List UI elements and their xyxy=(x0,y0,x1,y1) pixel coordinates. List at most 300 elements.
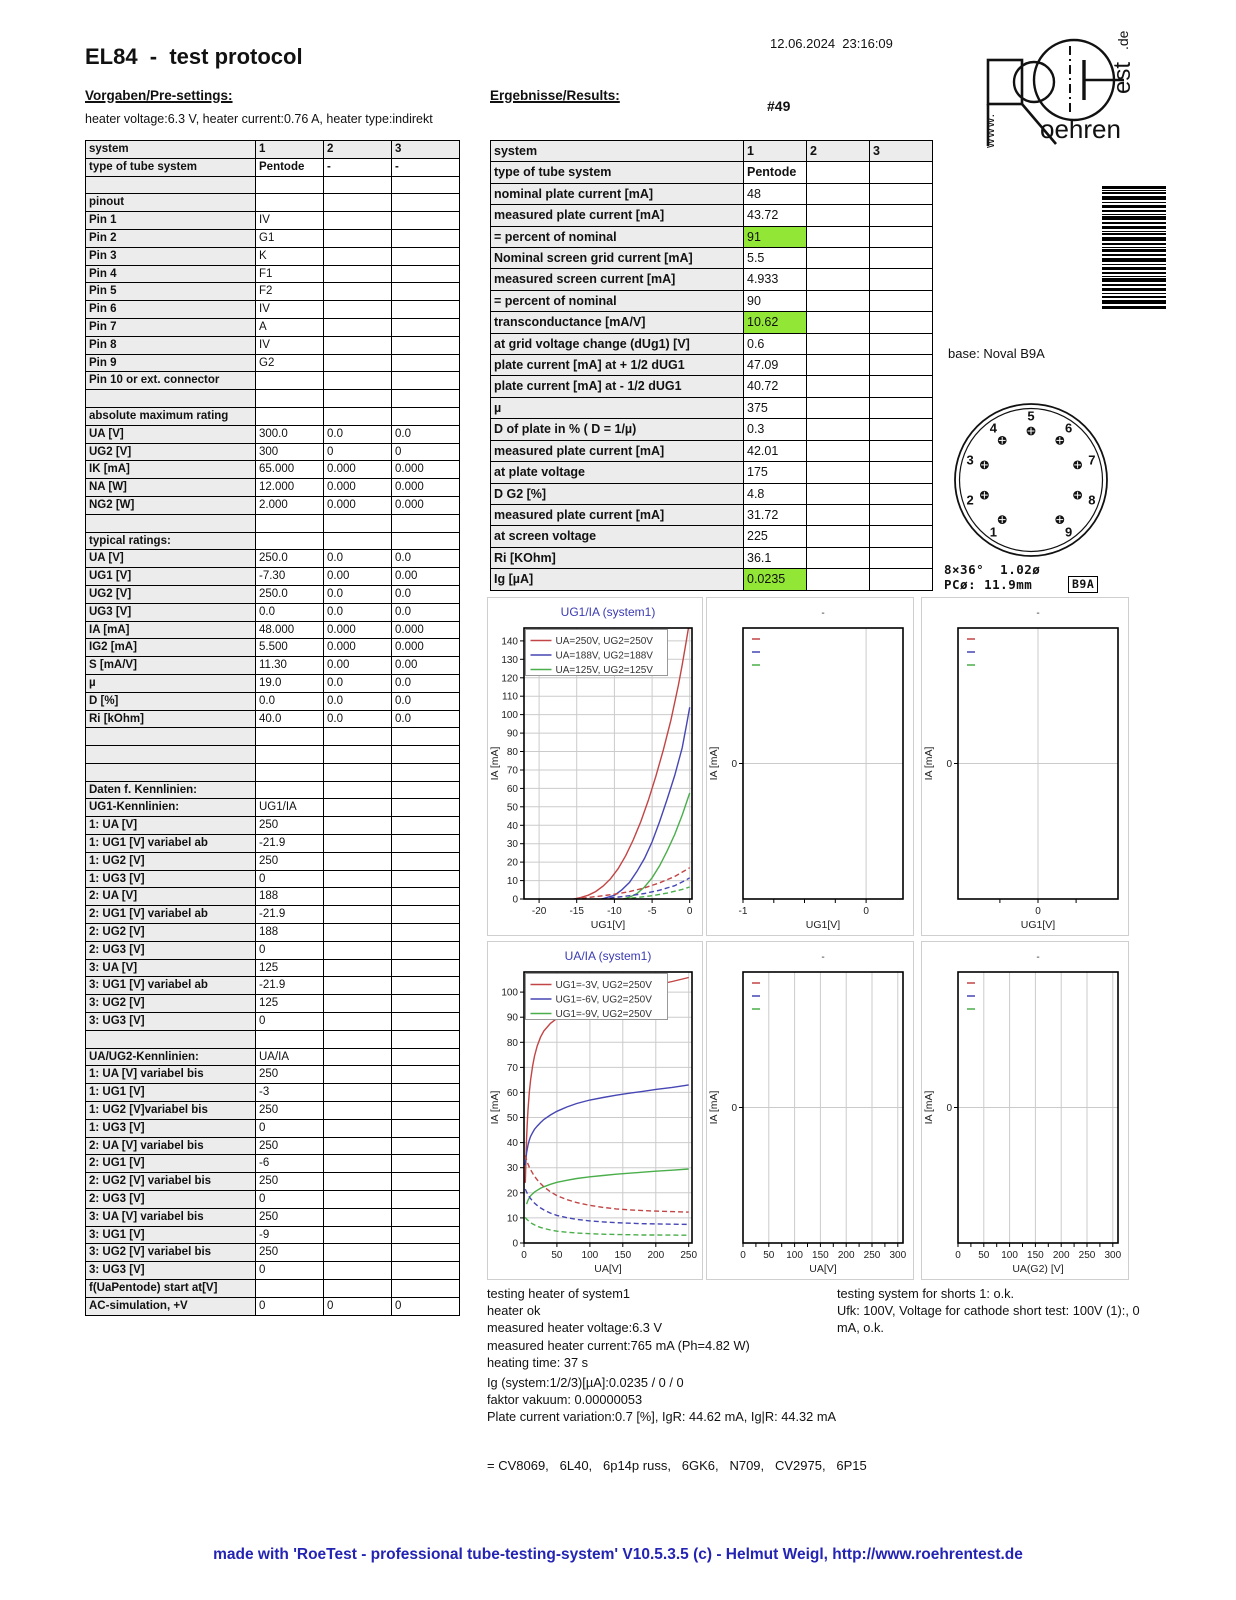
cell-value xyxy=(256,176,324,194)
cell-value: 188 xyxy=(256,888,324,906)
row-label: 2: UG2 [V] variabel bis xyxy=(86,1173,256,1191)
svg-text:3: 3 xyxy=(966,452,974,468)
cell-value xyxy=(392,1030,460,1048)
row-label: Pin 1 xyxy=(86,212,256,230)
svg-text:0: 0 xyxy=(686,906,693,917)
svg-text:7: 7 xyxy=(1088,452,1096,468)
note-line: faktor vakuum: 0.00000053 xyxy=(487,1392,643,1408)
svg-text:.de: .de xyxy=(1115,30,1131,50)
row-label: D G2 [%] xyxy=(491,483,744,504)
svg-text:www.: www. xyxy=(982,112,997,148)
svg-text:UG1[V]: UG1[V] xyxy=(805,919,841,931)
tube-socket-diagram xyxy=(938,396,1124,564)
row-label: f(UaPentode) start at[V] xyxy=(86,1280,256,1298)
svg-text:100: 100 xyxy=(786,1250,803,1261)
cell-value: 0 xyxy=(256,1262,324,1280)
row-label: UG2 [V] xyxy=(86,443,256,461)
cell-value xyxy=(392,906,460,924)
table-row xyxy=(86,229,460,247)
svg-text:0: 0 xyxy=(946,759,952,770)
svg-text:6: 6 xyxy=(1064,420,1073,436)
svg-text:90: 90 xyxy=(506,728,518,740)
cell-value: Pentode xyxy=(744,162,807,183)
table-row xyxy=(86,888,460,906)
cell-value xyxy=(392,746,460,764)
cell-value xyxy=(324,888,392,906)
cell-value xyxy=(807,569,870,590)
chart-ug1-ia xyxy=(487,597,703,936)
svg-text:110: 110 xyxy=(502,691,518,703)
table-row xyxy=(491,569,933,590)
table-row xyxy=(86,1066,460,1084)
cell-value xyxy=(392,301,460,319)
cell-value xyxy=(807,226,870,247)
row-label: 3: UG2 [V] variabel bis xyxy=(86,1244,256,1262)
footer-credit: made with 'RoeTest - professional tube-testing-system' V10.5.3.5 (c) - Helmut Weigl, http://www.roehrentest.de xyxy=(213,1546,1023,1563)
cell-value xyxy=(807,419,870,440)
cell-value: 0.0 xyxy=(392,603,460,621)
row-label: 3: UG1 [V] variabel ab xyxy=(86,977,256,995)
cell-value xyxy=(392,354,460,372)
cell-value: UG1/IA xyxy=(256,799,324,817)
table-row xyxy=(86,621,460,639)
row-label xyxy=(86,514,256,532)
table-row xyxy=(86,443,460,461)
svg-text:50: 50 xyxy=(551,1250,563,1261)
cell-value xyxy=(807,526,870,547)
row-label: UG1-Kennlinien: xyxy=(86,799,256,817)
svg-text:5: 5 xyxy=(1027,408,1035,424)
cell-value xyxy=(392,1280,460,1298)
cell-value: 0 xyxy=(392,443,460,461)
cell-value xyxy=(324,212,392,230)
row-label: UA/UG2-Kennlinien: xyxy=(86,1048,256,1066)
cell-value: 0.0 xyxy=(324,710,392,728)
cell-value xyxy=(256,532,324,550)
cell-value xyxy=(870,183,933,204)
svg-text:0: 0 xyxy=(955,1250,961,1261)
svg-text:IA [mA]: IA [mA] xyxy=(708,746,720,781)
table-row xyxy=(491,205,933,226)
cell-value xyxy=(392,817,460,835)
row-label: S [mA/V] xyxy=(86,657,256,675)
cell-value: -9 xyxy=(256,1226,324,1244)
cell-value xyxy=(392,1066,460,1084)
cell-value: 250 xyxy=(256,1137,324,1155)
cell-value xyxy=(324,247,392,265)
svg-text:UA[V]: UA[V] xyxy=(809,1263,837,1275)
table-row xyxy=(491,290,933,311)
cell-value: 250 xyxy=(256,852,324,870)
table-row xyxy=(86,870,460,888)
row-label: 3: UA [V] variabel bis xyxy=(86,1208,256,1226)
svg-text:150: 150 xyxy=(1027,1250,1044,1261)
table-row xyxy=(86,639,460,657)
cell-value xyxy=(807,205,870,226)
cell-value: 0.0 xyxy=(324,692,392,710)
cell-value xyxy=(807,504,870,525)
cell-value: IV xyxy=(256,336,324,354)
svg-text:0: 0 xyxy=(1035,906,1041,917)
row-label: system xyxy=(86,141,256,159)
cell-value: 0.000 xyxy=(392,639,460,657)
row-label: measured screen current [mA] xyxy=(491,269,744,290)
table-row xyxy=(86,1155,460,1173)
row-label: 3: UG1 [V] xyxy=(86,1226,256,1244)
cell-value: A xyxy=(256,318,324,336)
row-label: Daten f. Kennlinien: xyxy=(86,781,256,799)
cell-value: IV xyxy=(256,301,324,319)
table-row xyxy=(86,372,460,390)
svg-text:UG1=-6V, UG2=250V: UG1=-6V, UG2=250V xyxy=(555,994,652,1006)
cell-value xyxy=(392,283,460,301)
cell-value xyxy=(256,746,324,764)
row-label: 2: UG3 [V] xyxy=(86,1191,256,1209)
svg-text:IA [mA]: IA [mA] xyxy=(489,1090,501,1125)
row-label: Nominal screen grid current [mA] xyxy=(491,248,744,269)
svg-text:-10: -10 xyxy=(607,906,622,917)
table-row xyxy=(86,763,460,781)
row-label: Ig [µA] xyxy=(491,569,744,590)
vacuum-test-notes xyxy=(487,1374,987,1426)
table-row xyxy=(491,440,933,461)
cell-value xyxy=(392,1048,460,1066)
svg-text:4: 4 xyxy=(989,420,998,436)
shorts-test-notes xyxy=(837,1285,1232,1337)
cell-value xyxy=(324,852,392,870)
row-label: IG2 [mA] xyxy=(86,639,256,657)
cell-value: 0.00 xyxy=(392,568,460,586)
cell-value xyxy=(324,301,392,319)
cell-value xyxy=(392,870,460,888)
note-line: Ig (system:1/2/3)[µA]:0.0235 / 0 / 0 xyxy=(487,1375,684,1390)
cell-value xyxy=(870,312,933,333)
row-label xyxy=(86,1030,256,1048)
cell-value xyxy=(392,1137,460,1155)
svg-text:0: 0 xyxy=(731,759,737,770)
row-label: pinout xyxy=(86,194,256,212)
table-row xyxy=(86,674,460,692)
cell-value xyxy=(324,817,392,835)
cell-value xyxy=(807,290,870,311)
cell-value xyxy=(324,1030,392,1048)
row-label: 2: UG2 [V] xyxy=(86,924,256,942)
chart-empty-bottom-middle xyxy=(706,941,914,1280)
cell-value xyxy=(392,265,460,283)
cell-value: 0.000 xyxy=(324,621,392,639)
svg-text:0: 0 xyxy=(521,1250,527,1261)
cell-value xyxy=(392,852,460,870)
table-row xyxy=(86,977,460,995)
cell-value: 0.0 xyxy=(256,603,324,621)
table-row xyxy=(86,568,460,586)
cell-value: 0.0 xyxy=(324,585,392,603)
cell-value: 42.01 xyxy=(744,440,807,461)
row-label: type of tube system xyxy=(491,162,744,183)
svg-text:80: 80 xyxy=(506,1037,518,1049)
svg-text:1: 1 xyxy=(989,524,998,540)
cell-value: 90 xyxy=(744,290,807,311)
cell-value xyxy=(392,390,460,408)
cell-value: Pentode xyxy=(256,158,324,176)
cell-value xyxy=(324,870,392,888)
cell-value xyxy=(392,941,460,959)
chart-ua-ia xyxy=(487,941,703,1280)
table-row xyxy=(491,462,933,483)
row-label: 3: UG3 [V] xyxy=(86,1262,256,1280)
cell-value: 0.6 xyxy=(744,333,807,354)
cell-value xyxy=(870,205,933,226)
table-row xyxy=(86,301,460,319)
cell-value xyxy=(392,924,460,942)
equivalent-types: = CV8069, 6L40, 6p14p russ, 6GK6, N709, CV2975, 6P15 xyxy=(487,1458,867,1473)
svg-text:0: 0 xyxy=(740,1250,746,1261)
cell-value: 0.3 xyxy=(744,419,807,440)
cell-value xyxy=(807,376,870,397)
chart-empty-bottom-right xyxy=(921,941,1129,1280)
cell-value xyxy=(392,763,460,781)
cell-value xyxy=(324,194,392,212)
table-row xyxy=(86,283,460,301)
cell-value: 250 xyxy=(256,1208,324,1226)
row-label: Pin 5 xyxy=(86,283,256,301)
row-label: D of plate in % ( D = 1/µ) xyxy=(491,419,744,440)
row-label: NG2 [W] xyxy=(86,496,256,514)
cell-value: 0.00 xyxy=(324,568,392,586)
row-label: at plate voltage xyxy=(491,462,744,483)
cell-value xyxy=(324,283,392,301)
svg-text:2: 2 xyxy=(966,492,974,508)
svg-text:IA [mA]: IA [mA] xyxy=(923,746,935,781)
cell-value xyxy=(392,212,460,230)
svg-text:-: - xyxy=(821,608,825,619)
table-row xyxy=(491,162,933,183)
cell-value xyxy=(324,390,392,408)
row-label: Pin 3 xyxy=(86,247,256,265)
cell-value xyxy=(807,397,870,418)
table-row xyxy=(86,247,460,265)
cell-value xyxy=(392,194,460,212)
logo-svg xyxy=(978,24,1140,176)
svg-text:UA[V]: UA[V] xyxy=(594,1263,622,1275)
cell-value: - xyxy=(392,158,460,176)
svg-text:10: 10 xyxy=(506,1213,518,1225)
cell-value xyxy=(256,1280,324,1298)
cell-value xyxy=(324,229,392,247)
table-row xyxy=(86,1102,460,1120)
svg-text:250: 250 xyxy=(680,1250,698,1261)
cell-value: 0.0 xyxy=(392,550,460,568)
row-label: 1: UA [V] xyxy=(86,817,256,835)
cell-value xyxy=(324,1262,392,1280)
cell-value: -3 xyxy=(256,1084,324,1102)
roehrentest-logo xyxy=(978,24,1140,176)
table-row xyxy=(86,141,460,159)
table-row xyxy=(86,924,460,942)
cell-value xyxy=(392,318,460,336)
cell-value: 0 xyxy=(392,1297,460,1315)
row-label: = percent of nominal xyxy=(491,290,744,311)
cell-value: 0.00 xyxy=(392,657,460,675)
table-row xyxy=(86,1191,460,1209)
svg-text:250: 250 xyxy=(863,1250,881,1261)
cell-value: 5.5 xyxy=(744,248,807,269)
cell-value: 225 xyxy=(744,526,807,547)
svg-text:140: 140 xyxy=(501,636,518,648)
row-label xyxy=(86,390,256,408)
svg-text:UA=250V, UG2=250V: UA=250V, UG2=250V xyxy=(555,636,653,647)
cell-value xyxy=(324,532,392,550)
cell-value xyxy=(324,336,392,354)
table-row xyxy=(86,1137,460,1155)
cell-value: 0 xyxy=(256,1297,324,1315)
table-row xyxy=(86,194,460,212)
table-row xyxy=(86,1226,460,1244)
cell-value xyxy=(324,265,392,283)
table-row xyxy=(491,269,933,290)
cell-value: F1 xyxy=(256,265,324,283)
svg-text:0: 0 xyxy=(863,906,869,917)
row-label: type of tube system xyxy=(86,158,256,176)
barcode xyxy=(1102,186,1166,310)
table-row xyxy=(86,710,460,728)
cell-value xyxy=(392,229,460,247)
table-row xyxy=(86,461,460,479)
cell-value: 300.0 xyxy=(256,425,324,443)
heater-presettings-line: heater voltage:6.3 V, heater current:0.76 A, heater type:indirekt xyxy=(85,112,433,126)
chart-svg xyxy=(488,942,702,1279)
heater-test-notes xyxy=(487,1285,832,1371)
table-row xyxy=(491,397,933,418)
table-row xyxy=(86,835,460,853)
cell-value xyxy=(392,514,460,532)
cell-value xyxy=(870,526,933,547)
cell-value: G1 xyxy=(256,229,324,247)
svg-text:70: 70 xyxy=(506,765,518,777)
table-row xyxy=(491,376,933,397)
row-label: plate current [mA] at + 1/2 dUG1 xyxy=(491,355,744,376)
socket-note-dimensions: 8×36° 1.02ø xyxy=(944,562,1041,577)
table-row xyxy=(491,183,933,204)
cell-value xyxy=(392,1013,460,1031)
table-row xyxy=(86,425,460,443)
cell-value xyxy=(324,941,392,959)
cell-value: 250.0 xyxy=(256,550,324,568)
row-label xyxy=(86,746,256,764)
row-label: 1: UG2 [V] xyxy=(86,852,256,870)
cell-value xyxy=(392,1191,460,1209)
chart-svg xyxy=(922,598,1128,935)
svg-text:UG1=-3V, UG2=250V: UG1=-3V, UG2=250V xyxy=(555,980,652,991)
table-row xyxy=(86,906,460,924)
table-row xyxy=(86,817,460,835)
svg-text:30: 30 xyxy=(506,839,518,851)
table-row xyxy=(86,603,460,621)
table-row xyxy=(86,318,460,336)
cell-value: 188 xyxy=(256,924,324,942)
row-label: 1: UG1 [V] variabel ab xyxy=(86,835,256,853)
svg-text:100: 100 xyxy=(1001,1250,1018,1261)
table-row xyxy=(86,692,460,710)
cell-value xyxy=(870,462,933,483)
cell-value: 0.0 xyxy=(256,692,324,710)
cell-value: 1 xyxy=(744,141,807,162)
table-row xyxy=(86,176,460,194)
svg-text:200: 200 xyxy=(837,1250,855,1261)
table-row xyxy=(86,1244,460,1262)
note-line: Plate current variation:0.7 [%], IgR: 44.62 mA, Ig|R: 44.32 mA xyxy=(487,1409,837,1425)
svg-text:20: 20 xyxy=(506,857,518,869)
table-row xyxy=(86,781,460,799)
table-row xyxy=(86,1208,460,1226)
cell-value: K xyxy=(256,247,324,265)
cell-value xyxy=(324,1226,392,1244)
cell-value xyxy=(392,1173,460,1191)
row-label: Pin 6 xyxy=(86,301,256,319)
chart-empty-top-middle xyxy=(706,597,914,936)
cell-value: 250 xyxy=(256,1173,324,1191)
row-label: 3: UG3 [V] xyxy=(86,1013,256,1031)
table-row xyxy=(86,550,460,568)
row-label: UG1 [V] xyxy=(86,568,256,586)
svg-text:40: 40 xyxy=(506,820,518,832)
svg-text:50: 50 xyxy=(506,802,518,814)
cell-value xyxy=(807,440,870,461)
cell-value xyxy=(324,995,392,1013)
row-label: measured plate current [mA] xyxy=(491,504,744,525)
cell-value: 2 xyxy=(807,141,870,162)
table-row xyxy=(86,1084,460,1102)
table-row xyxy=(86,265,460,283)
svg-text:-15: -15 xyxy=(569,906,584,917)
svg-text:150: 150 xyxy=(812,1250,829,1261)
table-row xyxy=(86,799,460,817)
cell-value xyxy=(324,1208,392,1226)
cell-value xyxy=(392,977,460,995)
table-row xyxy=(86,532,460,550)
svg-text:100: 100 xyxy=(581,1250,599,1261)
base-tag: B9A xyxy=(1068,576,1098,593)
svg-text:-: - xyxy=(821,952,825,963)
chart-empty-top-right xyxy=(921,597,1129,936)
row-label: 1: UG1 [V] xyxy=(86,1084,256,1102)
cell-value xyxy=(807,312,870,333)
svg-text:UA=125V, UG2=125V: UA=125V, UG2=125V xyxy=(555,665,653,676)
svg-text:UA(G2) [V]: UA(G2) [V] xyxy=(1012,1263,1064,1275)
row-label: D [%] xyxy=(86,692,256,710)
cell-value xyxy=(324,799,392,817)
row-label: 1: UG2 [V]variabel bis xyxy=(86,1102,256,1120)
table-row xyxy=(491,355,933,376)
svg-text:50: 50 xyxy=(506,1113,518,1124)
cell-value: 43.72 xyxy=(744,205,807,226)
chart-svg xyxy=(488,598,702,935)
cell-value xyxy=(392,995,460,1013)
cell-value xyxy=(256,514,324,532)
svg-text:UG1/IA (system1): UG1/IA (system1) xyxy=(560,605,656,619)
tube-number: #49 xyxy=(767,98,791,114)
timestamp: 12.06.2024 23:16:09 xyxy=(770,36,893,51)
cell-value: 0.0 xyxy=(392,692,460,710)
cell-value: UA/IA xyxy=(256,1048,324,1066)
cell-value xyxy=(324,781,392,799)
table-row xyxy=(491,547,933,568)
cell-value: 11.30 xyxy=(256,657,324,675)
cell-value: 0.0 xyxy=(392,585,460,603)
cell-value xyxy=(256,1030,324,1048)
svg-text:est: est xyxy=(1109,61,1136,94)
svg-text:300: 300 xyxy=(1104,1250,1122,1261)
